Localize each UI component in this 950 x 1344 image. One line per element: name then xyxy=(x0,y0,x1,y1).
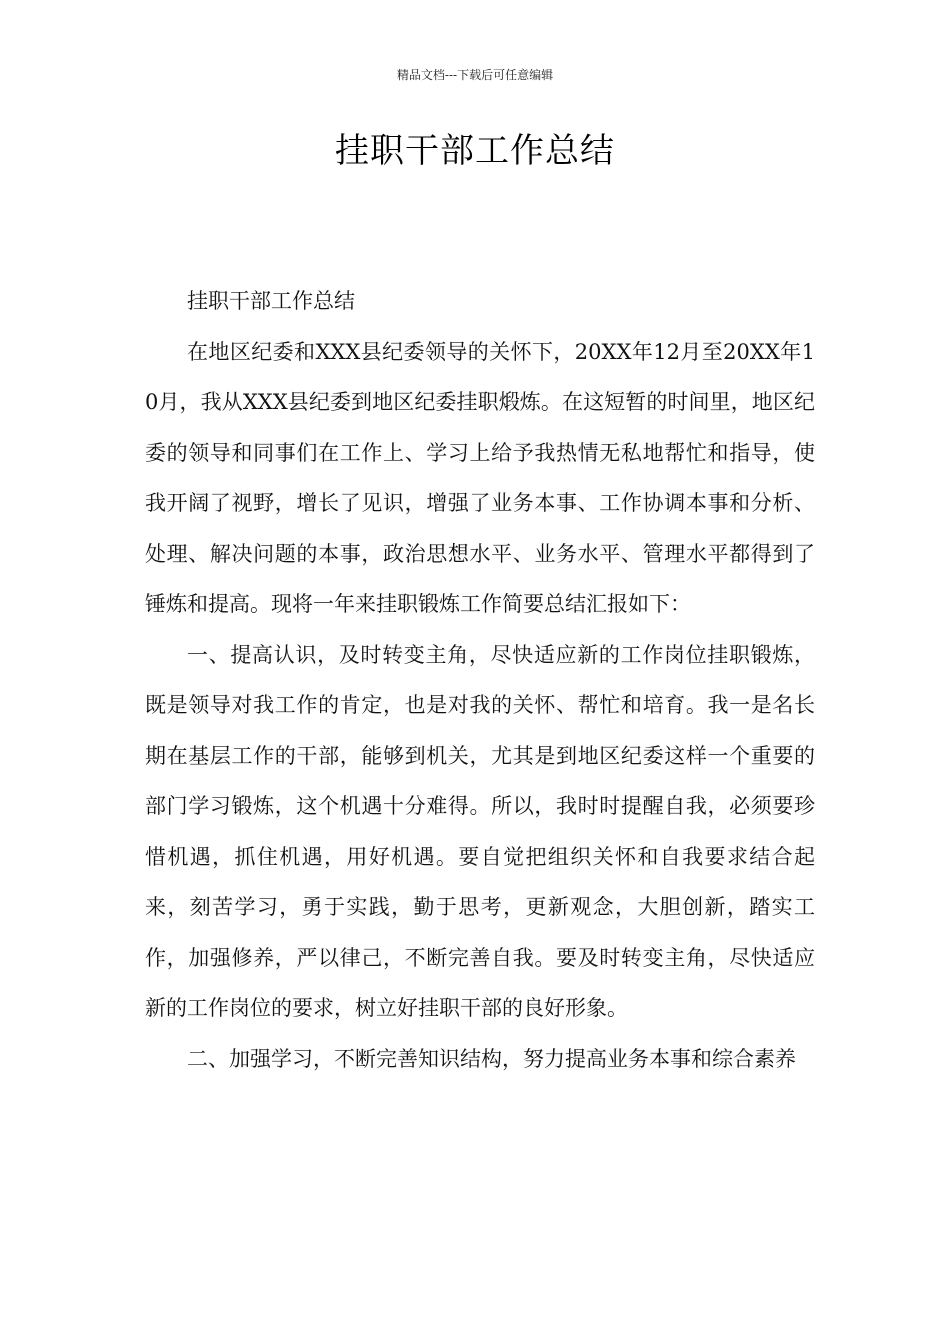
document-title: 挂职干部工作总结 xyxy=(335,131,615,171)
document-body xyxy=(145,276,815,1084)
paragraph-section-one: 一、提高认识，及时转变主角，尽快适应新的工作岗位挂职锻炼，既是领导对我工作的肯定，也是对我的关怀、帮忙和培育。我一是名长期在基层工作的干部，能够到机关，尤其是到地区纪委这样一个重要的部门学习锻炼，这个机遇十分难得。所以，我时时提醒自我，必须要珍惜机遇，抓住机遇，用好机遇。要自觉把组织关怀和自我要求结合起来，刻苦学习，勇于实践，勤于思考，更新观念，大胆创新，踏实工作，加强修养，严以律己，不断完善自我。要及时转变主角，尽快适应新的工作岗位的要求，树立好挂职干部的良好形象。 xyxy=(145,642,815,1020)
header-note: 精品文档---下载后可任意编辑 xyxy=(396,68,554,82)
paragraph-section-two-heading: 二、加强学习，不断完善知识结构，努力提高业务本事和综合素养 xyxy=(187,1046,796,1071)
paragraph-intro: 在地区纪委和XXX县纪委领导的关怀下，20XX年12月至20XX年10月，我从XXX县纪委到地区纪委挂职煅炼。在这短暂的时间里，地区纪委的领导和同事们在工作上、学习上给予我热情无私地帮忙和指导，使我开阔了视野，增长了见识，增强了业务本事、工作协调本事和分析、处理、解决问题的本事，政治思想水平、业务水平、管理水平都得到了锤炼和提高。现将一年来挂职锻炼工作简要总结汇报如下： xyxy=(145,339,815,616)
paragraph-subtitle: 挂职干部工作总结 xyxy=(187,289,355,313)
